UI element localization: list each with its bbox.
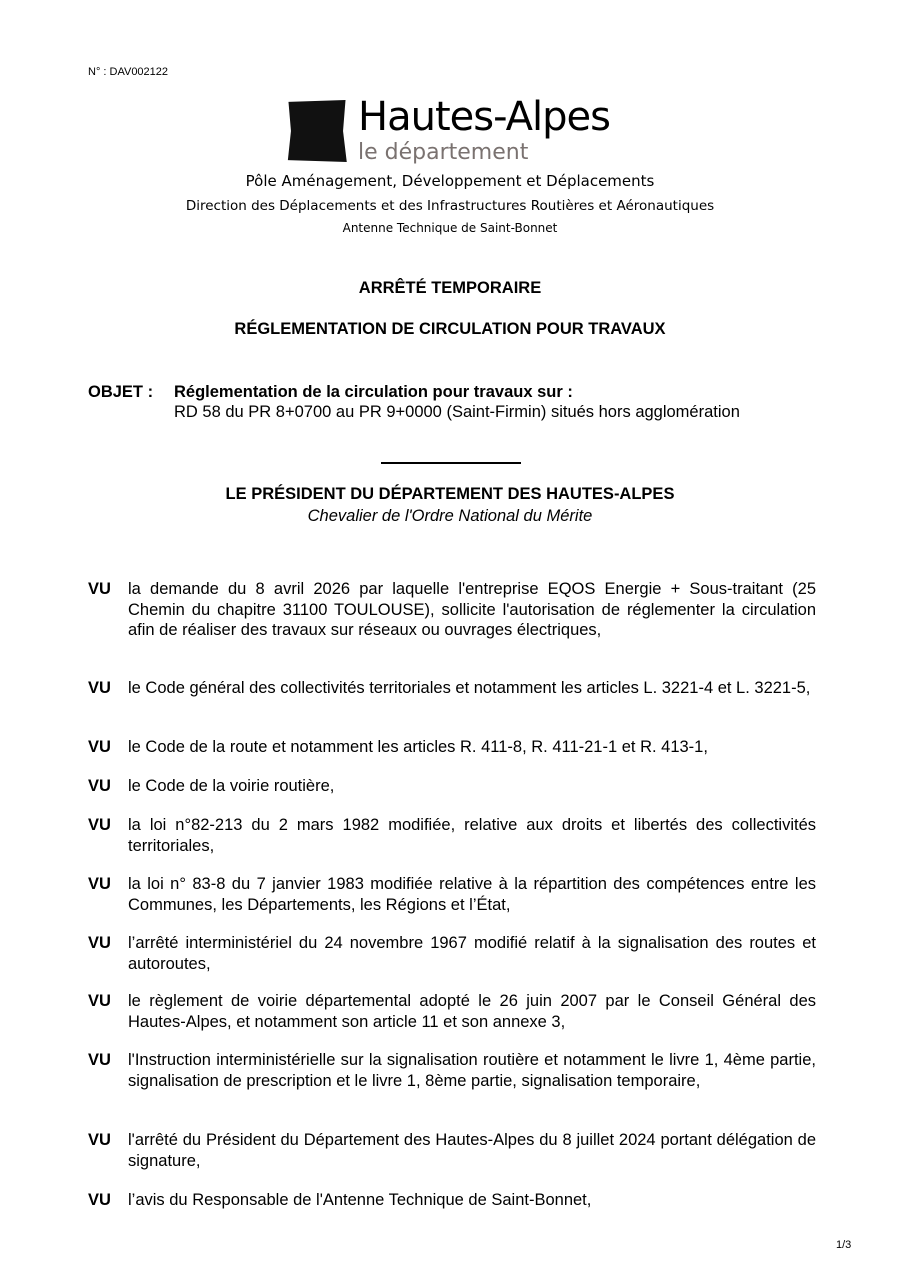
vu-label: VU bbox=[88, 875, 111, 893]
vu-text: le Code de la voirie routière, bbox=[128, 777, 335, 795]
vu-text: le règlement de voirie départemental adopté le 26 juin 2007 par le Conseil Général des Hautes-Alpes, et notamment son article 11 et son annexe 3, bbox=[128, 992, 816, 1031]
vu-text: l'Instruction interministérielle sur la signalisation routière et notamment le livre 1, 4ème partie, signalisation de prescription et le livre 1, 8ème partie, signalisation temporaire, bbox=[128, 1051, 816, 1090]
vu-label: VU bbox=[88, 738, 111, 756]
vu-label: VU bbox=[88, 934, 111, 952]
vu-label: VU bbox=[88, 816, 111, 834]
vu-item bbox=[88, 579, 816, 641]
logo-subtitle: le département bbox=[358, 140, 529, 165]
vu-label: VU bbox=[88, 1051, 111, 1069]
vu-label: VU bbox=[88, 1131, 111, 1149]
header-direction: Direction des Déplacements et des Infrastructures Routières et Aéronautiques bbox=[185, 198, 715, 214]
president-title: LE PRÉSIDENT DU DÉPARTEMENT DES HAUTES-ALPES bbox=[225, 485, 675, 503]
vu-item bbox=[88, 815, 816, 856]
vu-text: l'arrêté du Président du Département des Hautes-Alpes du 8 juillet 2024 portant délégation de signature, bbox=[128, 1131, 816, 1170]
objet-text: RD 58 du PR 8+0700 au PR 9+0000 (Saint-Firmin) situés hors agglomération bbox=[174, 403, 740, 421]
vu-item bbox=[88, 933, 816, 974]
vu-label: VU bbox=[88, 1191, 111, 1209]
vu-label: VU bbox=[88, 580, 111, 598]
vu-text: l’arrêté interministériel du 24 novembre 1967 modifié relatif à la signalisation des routes et autoroutes, bbox=[128, 934, 816, 973]
department-logo bbox=[286, 94, 626, 168]
vu-text: la demande du 8 avril 2026 par laquelle l'entreprise EQOS Energie + Sous-traitant (25 Chemin du chapitre 31100 TOULOUSE), sollicite l'autorisation de réglementer la circulation afin de réaliser des travaux sur réseaux ou ouvrages électriques, bbox=[128, 580, 816, 639]
vu-text: la loi n° 83-8 du 7 janvier 1983 modifiée relative à la répartition des compétences entre les Communes, les Départements, les Régions et l’État, bbox=[128, 875, 816, 914]
objet-heading: Réglementation de la circulation pour travaux sur : bbox=[174, 383, 573, 401]
document-subtitle: RÉGLEMENTATION DE CIRCULATION POUR TRAVAUX bbox=[234, 320, 666, 338]
vu-item bbox=[88, 991, 816, 1032]
vu-text: le Code général des collectivités territoriales et notamment les articles L. 3221-4 et L. 3221-5, bbox=[128, 679, 811, 697]
vu-text: le Code de la route et notamment les articles R. 411-8, R. 411-21-1 et R. 413-1, bbox=[128, 738, 708, 756]
vu-label: VU bbox=[88, 679, 111, 697]
separator-line bbox=[381, 462, 521, 464]
vu-text: la loi n°82-213 du 2 mars 1982 modifiée, relative aux droits et libertés des collectivités territoriales, bbox=[128, 816, 816, 855]
vu-item bbox=[88, 678, 816, 699]
vu-item bbox=[88, 1190, 816, 1211]
vu-item bbox=[88, 737, 816, 758]
logo-name: Hautes-Alpes bbox=[358, 94, 610, 140]
vu-label: VU bbox=[88, 992, 111, 1010]
vu-item bbox=[88, 874, 816, 915]
vu-item bbox=[88, 776, 816, 797]
vu-label: VU bbox=[88, 777, 111, 795]
objet-label: OBJET : bbox=[88, 383, 154, 401]
vu-item bbox=[88, 1130, 816, 1171]
president-distinction: Chevalier de l'Ordre National du Mérite bbox=[307, 507, 593, 525]
header-antenne: Antenne Technique de Saint-Bonnet bbox=[342, 221, 558, 235]
vu-text: l’avis du Responsable de l'Antenne Technique de Saint-Bonnet, bbox=[128, 1191, 592, 1209]
vu-item bbox=[88, 1050, 816, 1091]
page-number: 1/3 bbox=[836, 1239, 852, 1251]
header-pole: Pôle Aménagement, Développement et Déplacements bbox=[245, 172, 655, 190]
mountain-emblem-icon bbox=[286, 100, 348, 162]
document-title: ARRÊTÉ TEMPORAIRE bbox=[358, 279, 542, 297]
reference-number: N° : DAV002122 bbox=[88, 66, 169, 78]
